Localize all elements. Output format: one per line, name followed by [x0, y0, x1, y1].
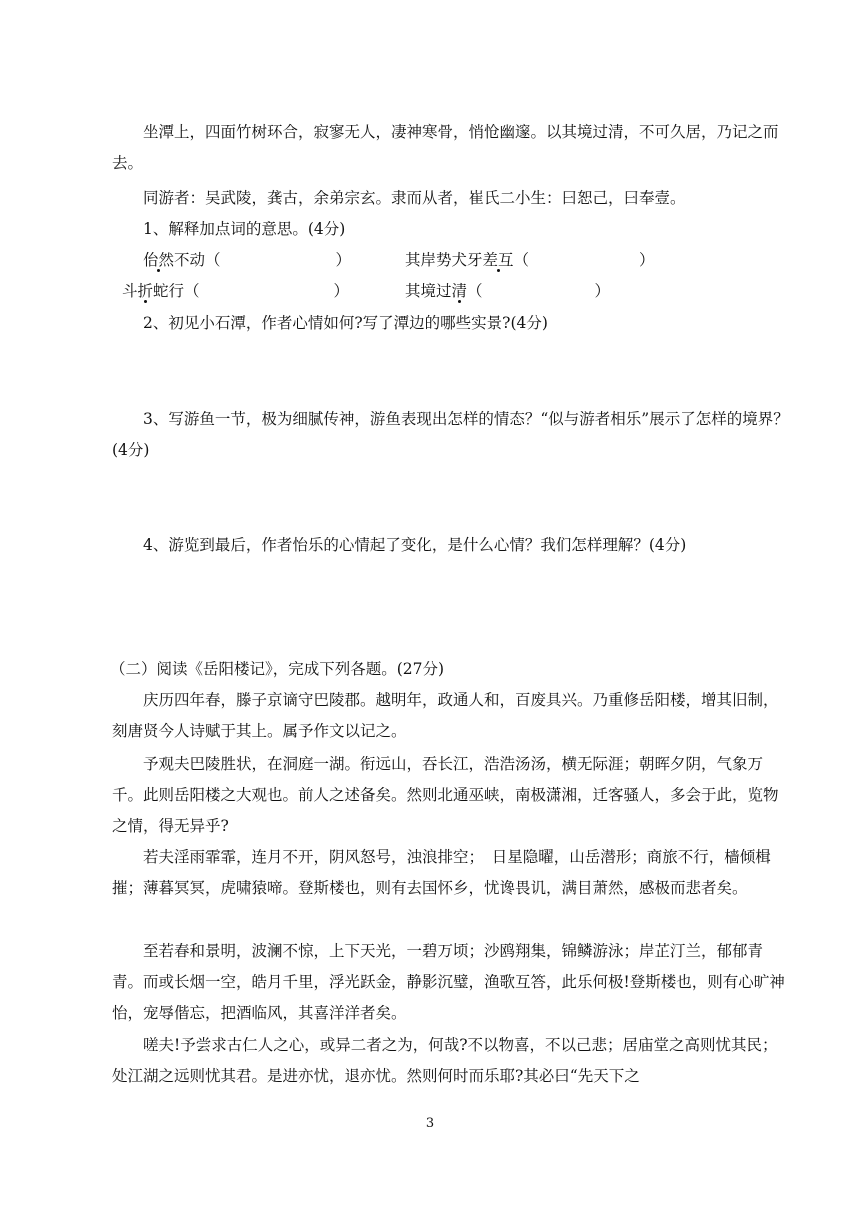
- section-2-paragraph-5: 嗟夫!予尝求古仁人之心，或异二者之为，何哉?不以物喜，不以己悲；居庙堂之高则忧其民；处江湖之远则忧其君。是进亦忧，退亦忧。然则何时而乐耶?其必曰“先天下之: [112, 1036, 778, 1085]
- dotted-word: 佁然: [143, 251, 175, 269]
- q1-item-3: 斗折蛇行（ ）: [122, 282, 350, 300]
- section-2-heading: （二）阅读《岳阳楼记》，完成下列各题。(27分): [110, 660, 445, 678]
- q1-item-4: 其境过清（ ）: [405, 282, 611, 300]
- dotted-word: 清: [451, 282, 468, 300]
- dotted-word: 折: [137, 282, 154, 300]
- q1-item-2: 其岸势犬牙差互（ ）: [405, 251, 655, 269]
- question-3: 3、写游鱼一节，极为细腻传神，游鱼表现出怎样的情态？“似与游者相乐”展示了怎样的境界？(4分): [112, 410, 789, 459]
- passage-paragraph-2: 同游者：吴武陵，龚古，余弟宗玄。隶而从者，崔氏二小生：曰恕己，曰奉壹。: [143, 189, 686, 207]
- question-4: 4、游览到最后，作者怡乐的心情起了变化，是什么心情？我们怎样理解？(4分): [143, 536, 687, 554]
- page-number: 3: [425, 1116, 435, 1131]
- question-2: 2、初见小石潭，作者心情如何?写了潭边的哪些实景?(4分): [143, 314, 548, 332]
- passage-paragraph-1: 坐潭上，四面竹树环合，寂寥无人，凄神寒骨，悄怆幽邃。以其境过清，不可久居，乃记之而去。: [112, 123, 779, 172]
- section-2-paragraph-4: 至若春和景明，波澜不惊，上下天光，一碧万顷；沙鸥翔集，锦鳞游泳；岸芷汀兰，郁郁青青。而或长烟一空，皓月千里，浮光跃金，静影沉璧，渔歌互答，此乐何极!登斯楼也，则有心旷神怡，宠辱偕忘，把酒临风，其喜洋洋者矣。: [112, 942, 785, 1022]
- q1-item-1: 佁然不动（ ）: [143, 251, 352, 269]
- dotted-word: 差互: [482, 251, 514, 269]
- question-1-title: 1、解释加点词的意思。(4分): [143, 220, 346, 238]
- section-2-paragraph-1: 庆历四年春，滕子京谪守巴陵郡。越明年，政通人和，百废具兴。乃重修岳阳楼，增其旧制，刻唐贤今人诗赋于其上。属予作文以记之。: [112, 691, 779, 740]
- section-2-paragraph-3: 若夫淫雨霏霏，连月不开，阴风怒号，浊浪排空； 日星隐曜，山岳潜形；商旅不行，樯倾楫摧；薄暮冥冥，虎啸猿啼。登斯楼也，则有去国怀乡，忧谗畏讥，满目萧然，感极而悲者矣。: [112, 848, 771, 897]
- section-2-paragraph-2: 予观夫巴陵胜状，在洞庭一湖。衔远山，吞长江，浩浩汤汤，横无际涯；朝晖夕阴，气象万千。此则岳阳楼之大观也。前人之述备矣。然则北通巫峡，南极潇湘，迁客骚人，多会于此，览物之情，得无异乎?: [112, 755, 779, 835]
